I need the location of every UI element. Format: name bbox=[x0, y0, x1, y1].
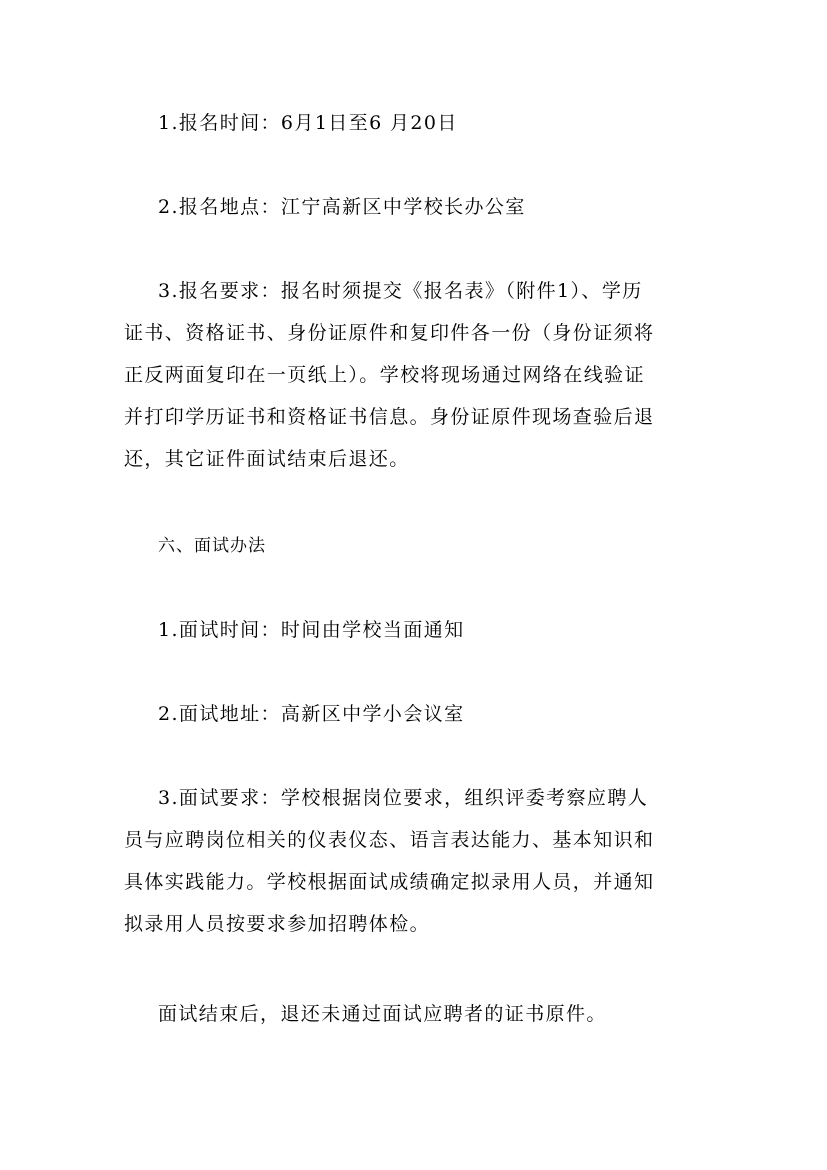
section-heading: 六、面试办法 bbox=[158, 536, 266, 556]
registration-requirements-line: 还，其它证件面试结束后退还。 bbox=[124, 448, 410, 470]
registration-place-paragraph bbox=[124, 186, 708, 228]
registration-time-paragraph bbox=[124, 102, 708, 144]
closing-paragraph bbox=[124, 993, 708, 1035]
interview-requirements-line: 员与应聘岗位相关的仪表仪态、语言表达能力、基本知识和 bbox=[124, 829, 655, 851]
interview-requirements-line: 具体实践能力。学校根据面试成绩确定拟录用人员，并通知 bbox=[124, 871, 655, 893]
interview-place-text: 2.面试地址：高新区中学小会议室 bbox=[158, 703, 465, 725]
interview-requirements-line: 3.面试要求：学校根据岗位要求，组织评委考察应聘人 bbox=[158, 787, 649, 809]
registration-requirements-line: 3.报名要求：报名时须提交《报名表》（附件1）、学历 bbox=[158, 280, 643, 302]
registration-requirements-line: 并打印学历证书和资格证书信息。身份证原件现场查验后退 bbox=[124, 406, 655, 428]
registration-requirements-line: 证书、资格证书、身份证原件和复印件各一份（身份证须将 bbox=[124, 322, 655, 344]
registration-requirements-line: 正反两面复印在一页纸上）。学校将现场通过网络在线验证 bbox=[124, 364, 645, 386]
interview-time-text: 1.面试时间：时间由学校当面通知 bbox=[158, 619, 465, 641]
registration-place-text: 2.报名地点：江宁高新区中学校长办公室 bbox=[158, 196, 526, 218]
interview-time-paragraph bbox=[124, 609, 708, 651]
registration-time-text: 1.报名时间：6月1日至6 月20日 bbox=[158, 112, 458, 134]
interview-requirements-paragraph bbox=[124, 777, 708, 945]
section-heading-paragraph bbox=[124, 525, 708, 567]
interview-requirements-line: 拟录用人员按要求参加招聘体检。 bbox=[124, 913, 431, 935]
interview-place-paragraph bbox=[124, 693, 708, 735]
closing-text: 面试结束后，退还未通过面试应聘者的证书原件。 bbox=[158, 1003, 607, 1025]
registration-requirements-paragraph bbox=[124, 270, 708, 480]
